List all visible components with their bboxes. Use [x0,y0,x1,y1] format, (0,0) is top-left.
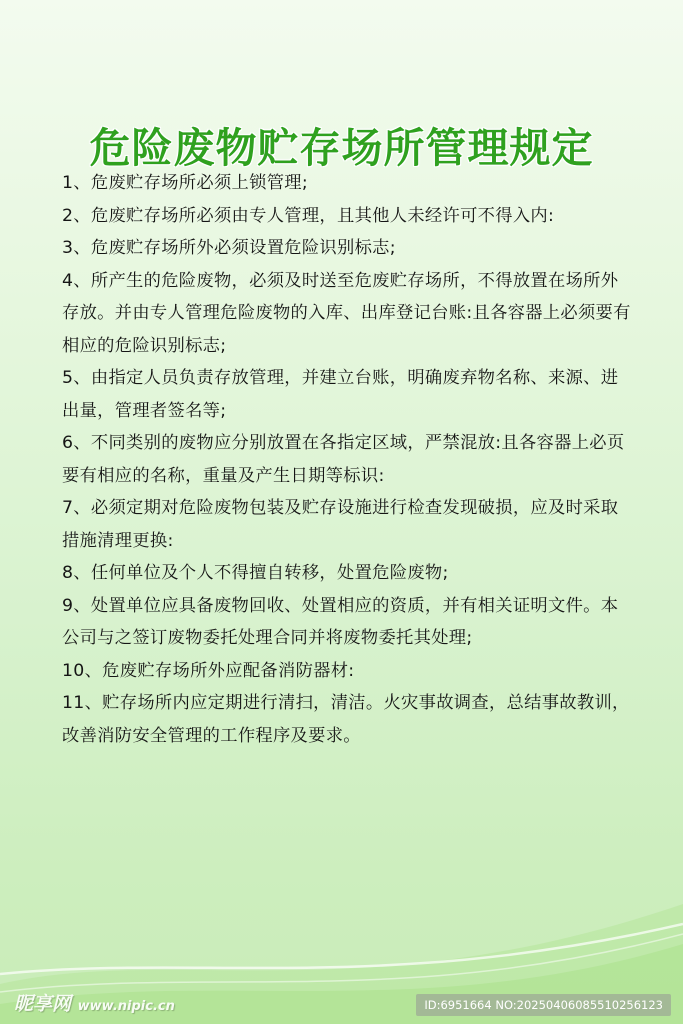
watermark-id: ID:6951664 NO:20250406085510256123 [416,994,671,1016]
rule-item: 3、危废贮存场所外必须设置危险识别标志; [62,238,396,258]
rule-item: 11、贮存场所内应定期进行清扫，清洁。火灾事故调查，总结事故教训，改善消防安全管理的工作程序及要求。 [62,693,630,746]
rule-item: 5、由指定人员负责存放管理，并建立台账，明确废弃物名称、来源、进出量，管理者签名等; [62,368,619,421]
rule-item: 9、处置单位应具备废物回收、处置相应的资质，并有相关证明文件。本公司与之签订废物委托处理合同并将废物委托其处理; [62,595,619,648]
watermark-logo [14,989,175,1016]
rule-item: 8、任何单位及个人不得擅自转移，处置危险废物; [62,563,449,583]
rule-item: 6、不同类别的废物应分别放置在各指定区域，严禁混放:且各容器上必页要有相应的名称，重量及产生日期等标识: [62,433,625,486]
rule-item: 7、必须定期对危险废物包装及贮存设施进行检查发现破损，应及时采取措施清理更换: [62,498,619,551]
rule-item: 10、危废贮存场所外应配备消防器材: [62,660,355,681]
rules-list [62,167,632,752]
rule-item: 1、危废贮存场所必须上锁管理; [62,173,308,193]
watermark-logo-text: 昵享网 [14,993,72,1015]
rule-item: 4、所产生的危险废物，必须及时送至危废贮存场所，不得放置在场所外存放。并由专人管理危险废物的入库、出库登记台账:且各容器上必须要有相应的危险识别标志; [62,270,631,356]
page-title: 危险废物贮存场所管理规定 [89,124,594,173]
rule-item: 2、危废贮存场所必须由专人管理，且其他人未经许可不得入内: [62,205,555,226]
watermark-url: www.nipic.cn [77,999,175,1014]
